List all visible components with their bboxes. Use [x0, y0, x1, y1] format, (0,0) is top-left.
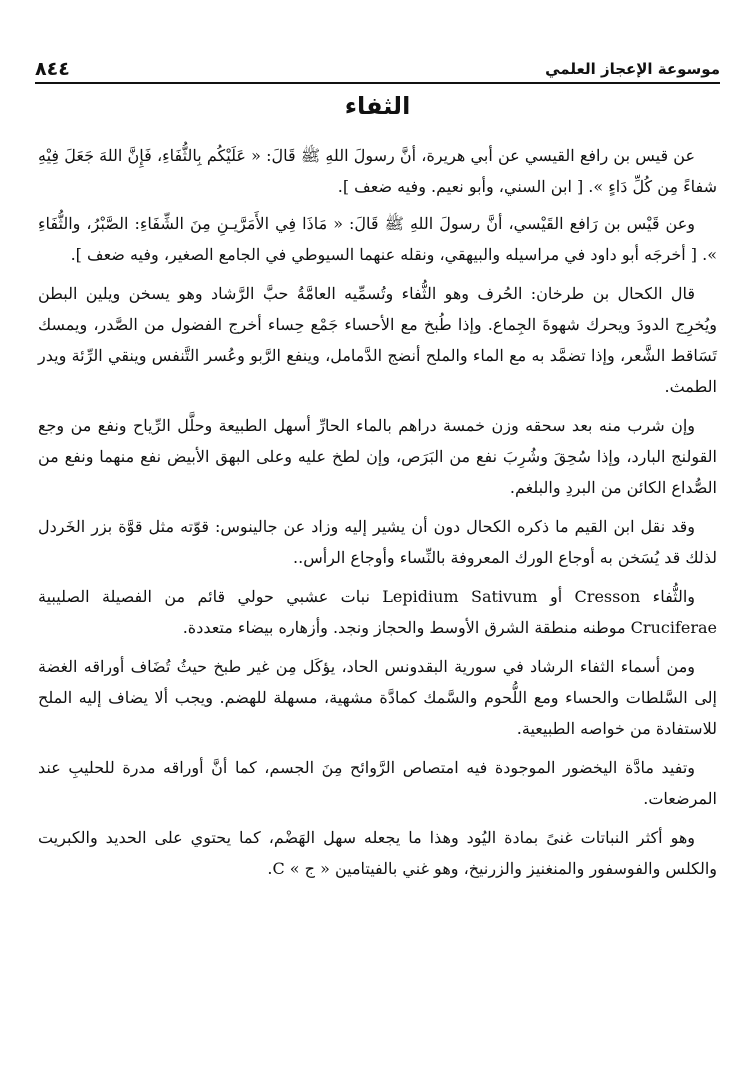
- body-text: [38, 140, 717, 892]
- paragraph: عن قيس بن رافع القيسي عن أبي هريرة، أنَّ رسولَ اللهِ ﷺ قَالَ: « عَلَيْكُم بِالثُّفَاءِ، فَإِنَّ اللهَ جَعَلَ فِيْهِ شفاءً مِن كُلِّ دَاءٍ ». [ ابن السني، وأبو نعيم. وفيه ضعف ].: [38, 146, 717, 196]
- paragraph: وهو أكثر النباتات غنىً بمادة اليُود وهذا ما يجعله سهل الهَضْم، كما يحتوي على الحديد والكبريت والكلس والفوسفور والمنغنيز والزرنيخ، وهو غني بالفيتامين « ج » C.: [38, 828, 717, 878]
- paragraph: وقد نقل ابن القيم ما ذكره الكحال دون أن يشير إليه وزاد عن جالينوس: قوّته مثل قوَّة بزر الخَردل لذلك قد يُسَخن به أوجاع الورك المعروفة بالنِّساء وأوجاع الرأس..: [38, 517, 717, 567]
- paragraph: وعن قَيْس بن رَافع القَيْسي، أنَّ رسولَ اللهِ ﷺ قَالَ: « مَاذَا فِي الأَمَرَّيـنِ مِنَ الشِّفَاءِ: الصَّبْرُ، والثُّفَاءِ ». [ أخرجَه أبو داود في مراسيله والبيهقي، ونقله عنهما السيوطي في الجامع الصغير، وفيه ضعف ].: [38, 214, 717, 264]
- page-number: ٨٤٤: [35, 58, 70, 80]
- page-header: [35, 52, 720, 84]
- paragraph: والثُّفاء Cresson أو Lepidium Sativum نبات عشبي حولي قائم من الفصيلة الصليبية Cruciferae موطنه منطقة الشرق الأوسط والحجاز ونجد. وأزهاره بيضاء متعددة.: [38, 587, 717, 637]
- running-title: موسوعة الإعجاز العلمي: [545, 60, 720, 78]
- section-heading: الثفاء: [344, 92, 411, 120]
- paragraph: وتفيد مادَّة اليخضور الموجودة فيه امتصاص الرَّوائح مِنَ الجسم، كما أنَّ أوراقه مدرة للحليبِ عند المرضعات.: [38, 758, 717, 808]
- paragraph: قال الكحال بن طرخان: الحُرف وهو الثُّفاء وتُسمِّيه العامَّةُ حبَّ الرَّشاد وهو يسخن ويلين البطن ويُخرِج الدودَ ويحرك شهوةَ الجِماع. وإذا طُبخ مع الأحساء جَمْع حِساء أخرج الفضول من الصَّدر، ويمسك تَسَاقط الشَّعر، وإذا تضمَّد به مع الماء والملح أنضج الدَّمامل، وينفع الرَّبو وعُسر التَّنفس وينقي الرِّئة ويدر الطمث.: [38, 284, 717, 396]
- paragraph: ومن أسماء الثفاء الرشاد في سورية البقدونس الحاد، يؤكَل مِن غير طبخ حيثُ تُضَاف أوراقه الغضة إلى السَّلطات والحساء ومع اللُّحوم والسَّمك كمادَّة مشهية، مسهلة للهضم. ويجب ألا يضاف إليه الملح للاستفادة من خواصه الطبيعية.: [38, 657, 717, 738]
- paragraph: وإن شرب منه بعد سحقه وزن خمسة دراهم بالماء الحارِّ أسهل الطبيعة وحلَّل الرِّياح ونفع من وجع القولنج البارد، وإذا سُحِقَ وشُرِبَ نفع من البَرَص، وإن لطخ عليه وعلى البهق الأبيض نفع منهما ونفع من الصُّداع الكائن من البردِ والبلغم.: [38, 416, 717, 497]
